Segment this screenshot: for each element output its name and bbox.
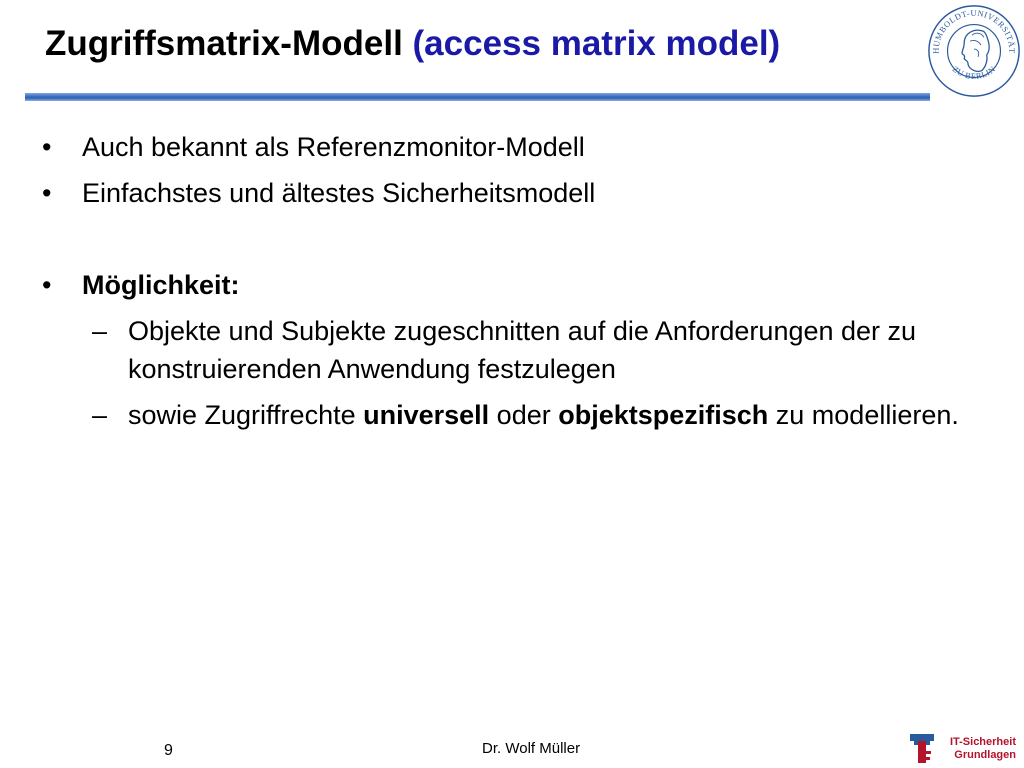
svg-text:HUMBOLDT-UNIVERSITÄT xyxy=(932,9,1017,54)
course-line-2: Grundlagen xyxy=(954,749,1016,761)
seal-text-top: HUMBOLDT-UNIVERSITÄT xyxy=(931,8,1017,54)
emphasis-objektspezifisch: objektspezifisch xyxy=(558,400,769,430)
sub-item-text xyxy=(128,400,959,430)
text-run: sowie Zugriffrechte xyxy=(128,400,364,430)
university-seal-icon xyxy=(925,2,1023,100)
slide-body xyxy=(42,128,1002,442)
seal-text-bottom: ZU BERLIN xyxy=(950,64,998,81)
dash-marker: – xyxy=(92,316,108,346)
list-item xyxy=(42,174,1002,212)
key-logo-icon xyxy=(908,731,936,767)
bullet-text: Einfachstes und ältestes Sicherheitsmodell xyxy=(82,178,596,208)
bullet-marker: • xyxy=(42,178,52,208)
text-run: zu modellieren. xyxy=(768,400,959,430)
bullet-marker: • xyxy=(42,270,52,300)
page-number: 9 xyxy=(164,742,173,759)
text-run: oder xyxy=(489,400,559,430)
sub-list-item xyxy=(42,312,1002,388)
course-title xyxy=(944,736,1016,762)
dash-marker: – xyxy=(92,400,108,430)
emphasis-universell: universell xyxy=(363,400,490,430)
sub-item-text: Objekte und Subjekte zugeschnitten auf die Anforderungen der zu konstruierenden Anwendung festzulegen xyxy=(128,316,917,384)
title-divider xyxy=(25,93,930,101)
bullet-text: Auch bekannt als Referenzmonitor-Modell xyxy=(82,132,585,162)
course-line-1: IT-Sicherheit xyxy=(949,736,1016,748)
title-main: Zugriffsmatrix-Modell xyxy=(45,24,403,63)
sub-list-item xyxy=(42,396,1002,434)
slide-title xyxy=(45,24,780,64)
list-item xyxy=(42,128,1002,166)
svg-text:ZU BERLIN xyxy=(951,65,998,81)
list-item xyxy=(42,266,1002,304)
bullet-heading: Möglichkeit: xyxy=(82,270,240,300)
bullet-marker: • xyxy=(42,132,52,162)
title-accent: (access matrix model) xyxy=(412,24,781,63)
footer-author: Dr. Wolf Müller xyxy=(482,740,581,757)
